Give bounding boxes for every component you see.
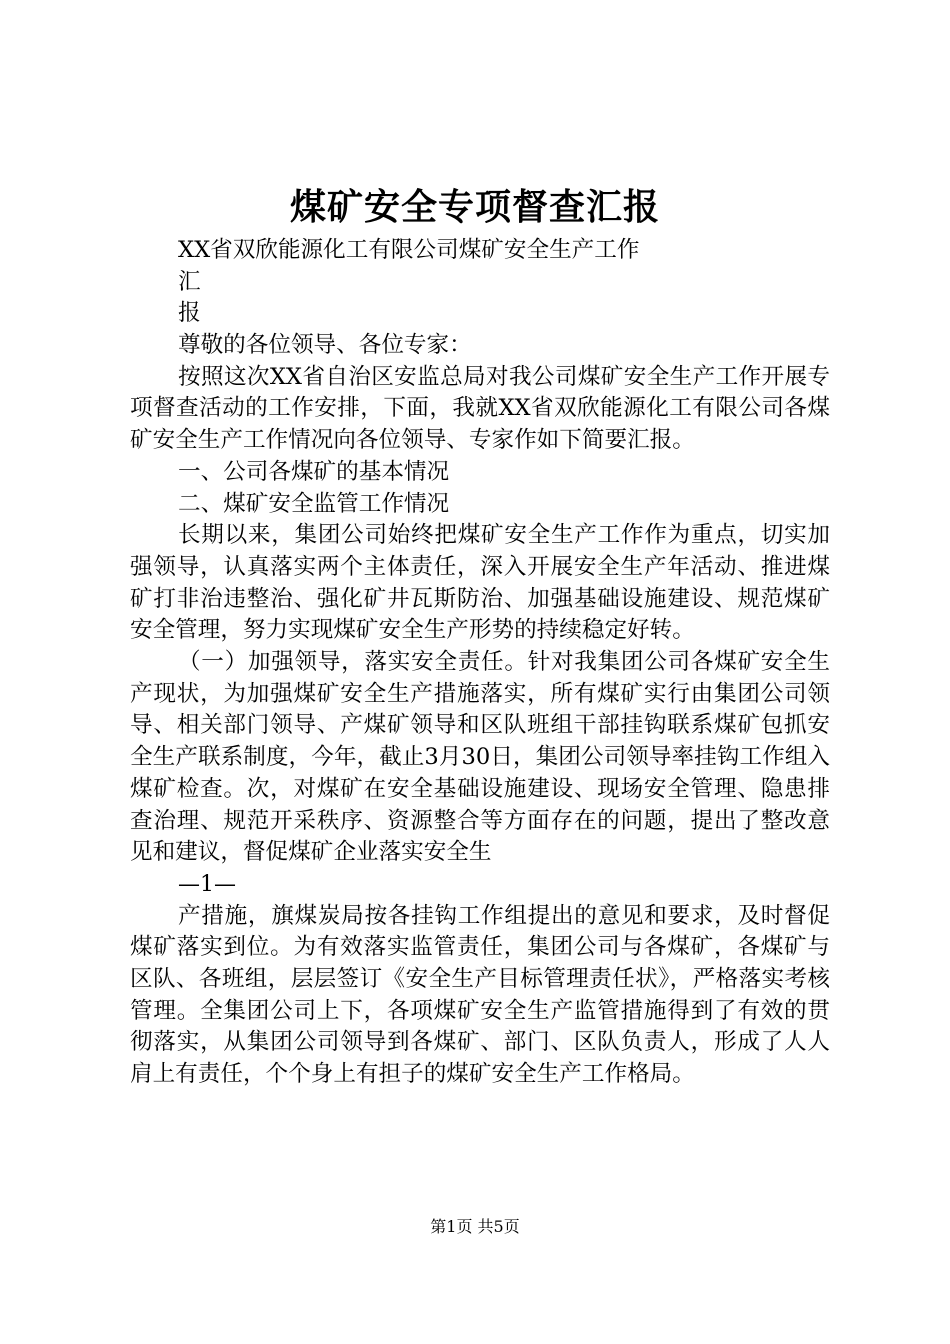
page-footer: 第1页 共5页 [430,1217,520,1236]
subtitle-line: XX省双欣能源化工有限公司煤矿安全生产工作 [178,237,640,263]
document-body [130,235,830,1091]
salutation: 尊敬的各位领导、各位专家： [178,332,472,359]
section-heading-2: 二、煤矿安全监管工作情况 [178,490,450,517]
paragraph-continued: 产措施，旗煤炭局按各挂钩工作组提出的意见和要求，及时督促煤矿落实到位。为有效落实监管责任，集团公司与各煤矿，各煤矿与区队、各班组，层层签订《安全生产目标管理责任状》，严格落实考核管理。全集团公司上下，各项煤矿安全生产监管措施得到了有效的贯彻落实，从集团公司领导到各煤矿、部门、区队负责人，形成了人人肩上有责任，个个身上有担子的煤矿安全生产工作格局。 [130,902,830,1088]
subtitle-char-bao: 报 [178,300,201,327]
subtitle-char-hui: 汇 [178,268,201,295]
page-marker: —1— [178,871,236,897]
paragraph-section-1: （一）加强领导，落实安全责任。针对我集团公司各煤矿安全生产现状，为加强煤矿安全生产措施落实，所有煤矿实行由集团公司领导、相关部门领导、产煤矿领导和区队班组干部挂钩联系煤矿包抓安全生产联系制度，今年，截止3月30日，集团公司领导率挂钩工作组入煤矿检查。次，对煤矿在安全基础设施建设、现场安全管理、隐患排查治理、规范开采秩序、资源整合等方面存在的问题，提出了整改意见和建议，督促煤矿企业落实安全生 [130,649,830,866]
paragraph-overview: 长期以来，集团公司始终把煤矿安全生产工作作为重点，切实加强领导，认真落实两个主体责任，深入开展安全生产年活动、推进煤矿打非治违整治、强化矿井瓦斯防治、加强基础设施建设、规范煤矿安全管理，努力实现煤矿安全生产形势的持续稳定好转。 [130,522,830,644]
document-title: 煤矿安全专项督查汇报 [289,187,660,228]
section-heading-1: 一、公司各煤矿的基本情况 [178,458,450,485]
paragraph-intro: 按照这次XX省自治区安监总局对我公司煤矿安全生产工作开展专项督查活动的工作安排，下面，我就XX省双欣能源化工有限公司各煤矿安全生产工作情况向各位领导、专家作如下简要汇报。 [130,363,830,454]
